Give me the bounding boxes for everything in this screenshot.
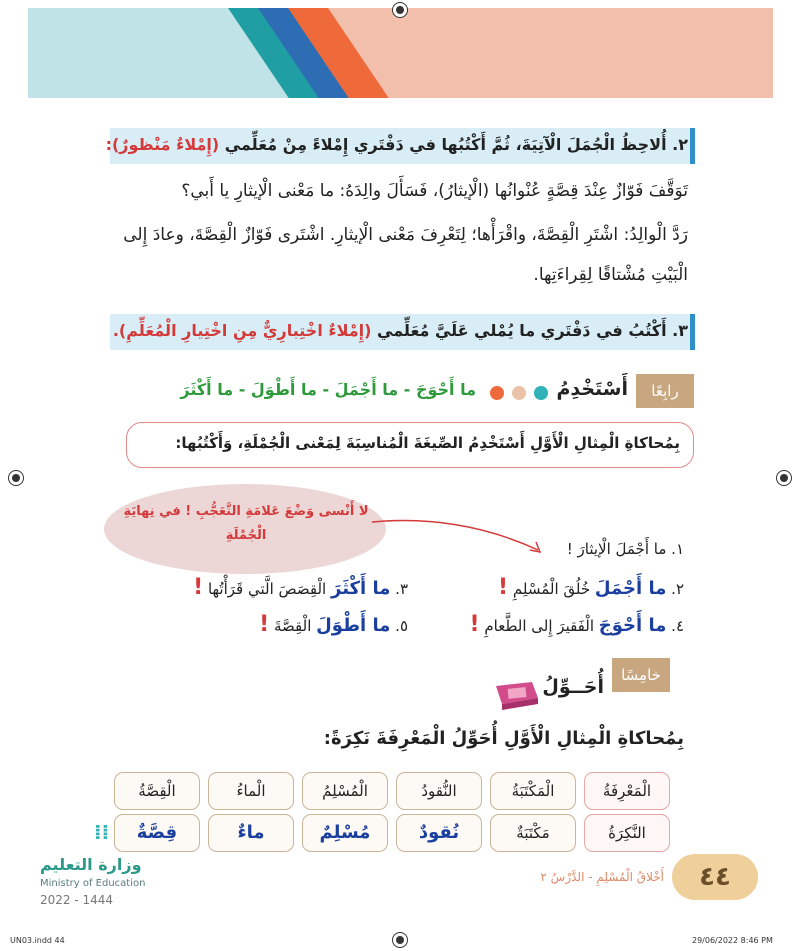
example-item	[567, 540, 684, 558]
item-answer: ما أَحْوَجَ	[598, 615, 667, 636]
exercise-2-tag: (إِمْلاءٌ مَنْظورٌ):	[105, 135, 220, 154]
word-box: الْقِصَّةُ	[114, 772, 200, 810]
item-number: ٢.	[671, 580, 684, 598]
item-number: ٤.	[671, 617, 684, 635]
exercise-3-heading	[113, 318, 688, 344]
word-box-header: النَّكِرَةُ	[584, 814, 670, 852]
item-text: خُلُقَ الْمُسْلِمِ	[512, 580, 591, 598]
word-box: النُّقودُ	[396, 772, 482, 810]
answer-box: ماءٌ	[208, 814, 294, 852]
hint-arrow-icon	[370, 510, 550, 560]
eraser-icon	[486, 680, 542, 710]
registration-mark-icon	[8, 470, 24, 486]
exercise-2-line-3: الْبَيْتِ مُشْتاقًا لِقِراءَتِها.	[533, 265, 688, 285]
item-number: ٣.	[395, 580, 408, 598]
exercise-2-instruction: ٢. أُلاحِظُ الْجُمَلَ الْآتِيَةَ، ثُمَّ أَكْتُبُها في دَفْتَري إِمْلاءً مِنْ مُعَلِّمي	[224, 135, 688, 154]
word-box-header: الْمَعْرِفَةُ	[584, 772, 670, 810]
file-slug: UN03.indd 44	[10, 936, 65, 945]
page-number: ٤٤	[672, 854, 758, 900]
edition-year: 2022 - 1444	[40, 893, 114, 907]
exercise-item	[259, 612, 408, 637]
section-5-title: أُحَــوِّلُ	[542, 676, 604, 698]
section-5-tab: خامِسًا	[612, 658, 670, 692]
section-4-tab: رابِعًا	[636, 374, 694, 408]
item-number: ٥.	[395, 617, 408, 635]
decor-dot-icon	[534, 386, 548, 400]
item-text: الْفَقيرَ إِلى الطَّعامِ	[484, 617, 595, 635]
exclamation-mark: !	[193, 575, 204, 600]
decor-dot-icon	[512, 386, 526, 400]
answer-box: نُقودٌ	[396, 814, 482, 852]
section-4-forms: ما أَحْوَجَ - ما أَجْمَلَ - ما أَطْوَلَ - ما أَكْثَرَ	[180, 380, 476, 399]
item-text: ما أَجْمَلَ الْإيثارَ !	[566, 540, 667, 558]
exercise-item	[193, 575, 408, 600]
section-4-instruction: بِمُحاكاةِ الْمِثالِ الْأَوَّلِ أَسْتَخْدِمُ الصِّيغَةَ الْمُناسِبَةَ لِمَعْنى الْجُمْلَةِ، وَأَكْتُبُها:	[175, 434, 680, 452]
word-box: الْمَكْتَبَةُ	[490, 772, 576, 810]
word-box: الْماءُ	[208, 772, 294, 810]
exercise-2-heading	[106, 132, 688, 158]
lesson-label: أَخْلاقُ الْمُسْلِمِ - الدَّرْسُ ٢	[540, 870, 664, 884]
exclamation-mark: !	[259, 612, 270, 637]
hint-text: لا أَنْسى وَضْعَ عَلامَةِ التَّعَجُّبِ ! في نِهايَةِ الْجُمْلَةِ	[123, 504, 369, 543]
decor-dot-icon	[490, 386, 504, 400]
exercise-item	[498, 575, 684, 600]
section-4-title: أَسْتَخْدِمُ	[556, 378, 628, 400]
exercise-3-tag: (إِمْلاءٌ اخْتِبارِيٌّ مِنِ اخْتِيارِ الْمُعَلِّمِ).	[112, 321, 372, 340]
answer-box: قِصَّةٌ	[114, 814, 200, 852]
exclamation-mark: !	[469, 612, 480, 637]
registration-mark-icon	[392, 2, 408, 18]
word-box: مَكْتَبَةٌ	[490, 814, 576, 852]
registration-mark-icon	[392, 932, 408, 948]
continuation-dots-icon: ⁞⁞	[94, 820, 110, 844]
exercise-2-line-2: رَدَّ الْوالِدُ: اشْتَرِ الْقِصَّةَ، واقْرَأْها؛ لِتَعْرِفَ مَعْنى الْإيثارِ. اشْتَرى فَوّازٌ الْقِصَّةَ، وعادَ إِلى	[123, 225, 688, 245]
print-date: 29/06/2022 8:46 PM	[692, 936, 773, 945]
exercise-3-instruction: ٣. أَكْتُبُ في دَفْتَري ما يُمْلي عَلَيَّ مُعَلِّمي	[377, 321, 688, 340]
section-5-instruction: بِمُحاكاةِ الْمِثالِ الْأَوَّلِ أُحَوِّلُ الْمَعْرِفَةَ نَكِرَةً:	[323, 728, 684, 749]
item-answer: ما أَطْوَلَ	[316, 615, 391, 636]
item-answer: ما أَكْثَرَ	[331, 578, 391, 599]
ministry-logo-en: Ministry of Education	[40, 878, 146, 889]
ministry-logo-ar: وزارة التعليم	[40, 855, 142, 874]
item-text: الْقِصَصَ الَّتي قَرَأْتُها	[207, 580, 327, 598]
item-number: ١.	[671, 540, 684, 558]
exercise-2-line-1: تَوَقَّفَ فَوّازٌ عِنْدَ قِصَّةٍ عُنْوانُها (الْإيثارُ)، فَسَأَلَ والِدَهُ: ما مَعْنى الْإيثارِ يا أَبي؟	[181, 181, 688, 201]
registration-mark-icon	[776, 470, 792, 486]
exclamation-mark: !	[498, 575, 509, 600]
item-text: الْقِصَّةَ	[274, 617, 312, 635]
word-box: الْمُسْلِمُ	[302, 772, 388, 810]
item-answer: ما أَجْمَلَ	[594, 578, 667, 599]
answer-box: مُسْلِمٌ	[302, 814, 388, 852]
exercise-item	[470, 612, 684, 637]
